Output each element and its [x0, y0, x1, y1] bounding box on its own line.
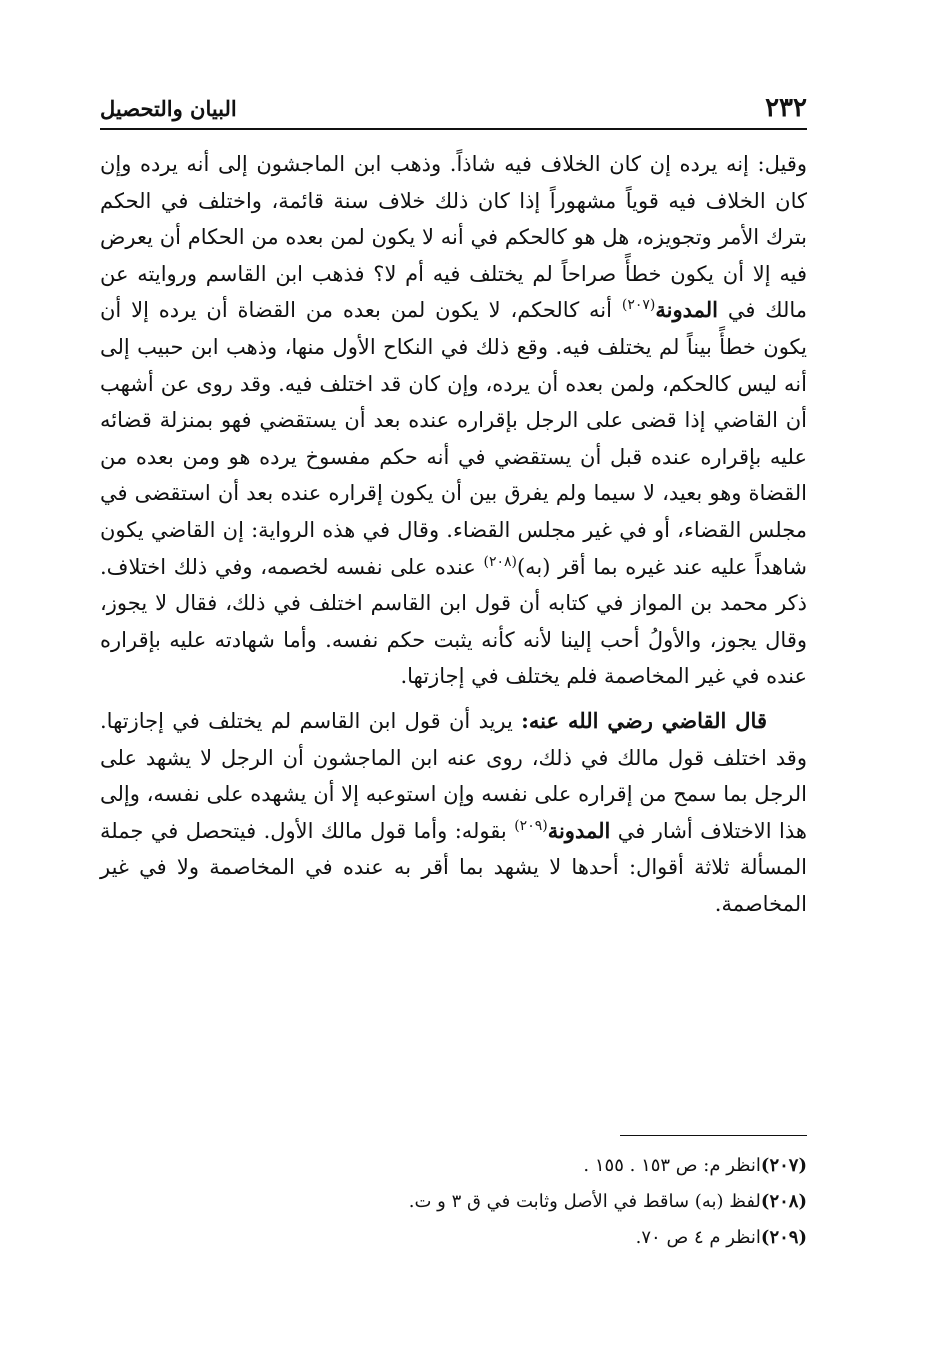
footnote-ref-209: (٢٠٩): [514, 817, 548, 834]
footnote-209: [100, 1220, 807, 1256]
page-number: ٢٣٢: [765, 93, 807, 123]
paragraph-1-part-1: وقيل: إنه يرده إن كان الخلاف فيه شاذاً. وذهب ابن الماجشون إلى أنه يرده وإن كان الخلاف فيه قوياً مشهوراً إذا كان ذلك خلاف سنة قائمة، واختلف في الحكم بترك الأمر وتجويزه، هل هو كالحكم في أنه لا يكون لمن بعده من الحكام أن يعرض فيه إلا أن يكون خطأً صراحاً لم يختلف فيه أم لا؟ فذهب ابن القاسم وروايته عن مالك في: [100, 152, 807, 323]
qadi-lead: قال القاضي رضي الله عنه:: [521, 707, 767, 733]
footnote-208: [100, 1184, 807, 1220]
footnotes: [100, 1148, 807, 1256]
paragraph-2: [100, 703, 807, 923]
main-text: [100, 146, 807, 922]
footnote-number: (٢٠٩): [760, 1227, 807, 1248]
book-title-mudawwana: المدونة: [655, 297, 718, 323]
footnote-separator: [620, 1135, 807, 1136]
footnote-207: [100, 1148, 807, 1184]
page-header: [100, 92, 807, 130]
footnote-number: (٢٠٧): [760, 1155, 807, 1176]
footnote-text: انظر م: ص ١٥٣ . ١٥٥ .: [583, 1155, 761, 1176]
bracketed-word: (به): [516, 554, 551, 579]
footnote-text: انظر م ٤ ص ٧٠.: [635, 1227, 761, 1248]
paragraph-1-part-3: عنده على نفسه لخصمه، وفي ذلك اختلاف. ذكر محمد بن المواز في كتابه أن قول ابن القاسم اختلف في ذلك، فقال لا يجوز، وقال يجوز، والأولُ أحب إلينا لأنه كأنه يثبت حكم نفسه. وأما شهادته عليه بإقراره عنده في غير المخاصمة فلم يختلف في إجازتها.: [100, 554, 807, 689]
paragraph-2-part-2: بقوله: وأما قول مالك الأول. فيتحصل في جملة المسألة ثلاثة أقوال: أحدها لا يشهد بما أقر به عنده في المخاصمة ولا في غير المخاصمة.: [100, 818, 807, 916]
book-title-mudawwana-2: المدونة: [547, 817, 611, 843]
paragraph-1-part-2: أنه كالحكم، لا يكون لمن بعده من القضاة أن يرده إلا أن يكون خطأً بيناً لم يختلف فيه. وقع ذلك في النكاح الأول منها، وذهب ابن حبيب إلى أنه ليس كالحكم، ولمن بعده أن يرده، وإن كان قد اختلف فيه. وقد روى عن أشهب أن القاضي إذا قضى على الرجل بإقراره عنده بعد أن يستقضي فهو بمنزلة قضائه عليه بإقراره عنده قبل أن يستقضي في أنه حكم مفسوخ يرده هو ومن بعده من القضاة وهو بعيد، لا سيما ولم يفرق بين أن يكون إقراره عنده بعد أن استقضى في مجلس القضاء، أو في غير مجلس القضاء. وقال في هذه الرواية: إن القاضي يكون شاهداً عليه عند غيره بما أقر: [100, 298, 807, 579]
footnote-text: لفظ (به) ساقط في الأصل وثابت في ق ٣ و ت.: [408, 1191, 761, 1212]
footnote-ref-207: (٢٠٧): [621, 297, 656, 314]
running-title: البيان والتحصيل: [100, 96, 237, 121]
paragraph-2-part-1: يريد أن قول ابن القاسم لم يختلف في إجازتها. وقد اختلف قول مالك في ذلك، روى عنه ابن الماجشون أن الرجل لا يشهد على الرجل بما سمح من إقراره على نفسه وإن استوعبه إلا أن يشهده على نفسه، وإلى هذا الاختلاف أشار في: [100, 708, 807, 843]
footnote-number: (٢٠٨): [760, 1191, 807, 1212]
footnote-ref-208: (٢٠٨): [483, 553, 517, 570]
paragraph-1: [100, 146, 807, 695]
